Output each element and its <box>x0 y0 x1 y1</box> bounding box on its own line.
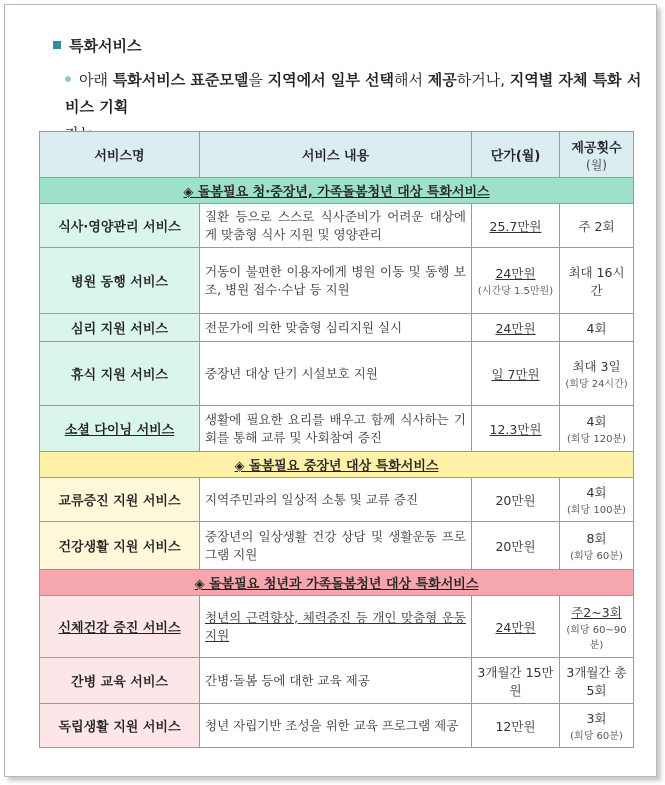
service-count <box>560 596 634 658</box>
price-text: 일 7만원 <box>491 366 540 382</box>
table-row <box>40 658 634 704</box>
count-text: 3회 <box>586 711 607 726</box>
price-text: 24만원 <box>495 320 536 336</box>
price-sub: (시간당 1.5만원) <box>477 286 554 297</box>
header-content: 서비스 내용 <box>200 132 472 178</box>
service-count: 4회 <box>560 314 634 342</box>
service-price: 20만원 <box>472 478 560 522</box>
table-row <box>40 704 634 748</box>
table-row <box>40 342 634 406</box>
service-desc: 거동이 불편한 이용자에게 병원 이동 및 동행 보조, 병원 접수·수납 등 지원 <box>200 248 472 314</box>
square-bullet-icon <box>53 41 61 49</box>
service-name-text: 소셜 다이닝 서비스 <box>64 423 175 438</box>
service-price <box>472 314 560 342</box>
service-table <box>39 131 634 748</box>
table-row <box>40 314 634 342</box>
count-text: 4회 <box>586 414 607 429</box>
category-title: ◈ 돌봄필요 청·중장년, 가족돌봄청년 대상 특화서비스 <box>183 185 490 200</box>
service-desc: 질환 등으로 스스로 식사준비가 어려운 대상에게 맞춤형 식사 지원 및 영양관리 <box>200 204 472 248</box>
header-name: 서비스명 <box>40 132 200 178</box>
service-name <box>40 596 200 658</box>
service-count: 주 2회 <box>560 204 634 248</box>
table-row <box>40 204 634 248</box>
header-count-text: 제공횟수 <box>571 140 622 156</box>
header-count <box>560 132 634 178</box>
circle-bullet-icon <box>65 76 71 82</box>
intro-text: 을 <box>248 71 268 89</box>
service-price <box>472 406 560 452</box>
category-row <box>40 178 634 204</box>
count-text: 8회 <box>586 531 607 546</box>
category-row <box>40 452 634 478</box>
count-text: 주2~3회 <box>571 604 622 620</box>
category-row <box>40 570 634 596</box>
intro-text: 하거나, <box>456 71 510 89</box>
service-name <box>40 406 200 452</box>
service-name-text: 신체건강 증진 서비스 <box>58 621 181 636</box>
service-count <box>560 478 634 522</box>
intro-text: 해서 <box>394 71 428 89</box>
service-name: 식사·영양관리 서비스 <box>40 204 200 248</box>
table-row <box>40 596 634 658</box>
count-text: 최대 3일 <box>572 359 621 374</box>
service-name: 간병 교육 서비스 <box>40 658 200 704</box>
intro-text: 아래 <box>79 71 113 89</box>
service-count: 3개월간 총 5회 <box>560 658 634 704</box>
service-name: 심리 지원 서비스 <box>40 314 200 342</box>
header-price: 단가(월) <box>472 132 560 178</box>
service-name: 휴식 지원 서비스 <box>40 342 200 406</box>
intro-bold: 지역에서 일부 선택 <box>267 71 395 89</box>
price-text: 24만원 <box>495 619 536 635</box>
intro-bold: 지역별 자체 특화 서비스 기획 <box>65 71 642 116</box>
service-price <box>472 204 560 248</box>
table-row <box>40 406 634 452</box>
section-title-text: 특화서비스 <box>69 37 142 55</box>
category-title: ◈ 돌봄필요 청년과 가족돌봄청년 대상 특화서비스 <box>194 577 479 592</box>
service-count <box>560 704 634 748</box>
table-row <box>40 522 634 570</box>
service-desc: 지역주민과의 일상적 소통 및 교류 증진 <box>200 478 472 522</box>
document-frame <box>4 4 657 777</box>
price-text: 12.3만원 <box>489 421 542 437</box>
count-sub: (회당 60분) <box>570 551 623 562</box>
price-text: 24만원 <box>495 266 536 281</box>
service-name: 교류증진 지원 서비스 <box>40 478 200 522</box>
intro-bold: 제공 <box>427 71 457 89</box>
count-text: 4회 <box>586 485 607 500</box>
service-desc: 생활에 필요한 요리를 배우고 함께 식사하는 기회를 통해 교류 및 사회참여 증진 <box>200 406 472 452</box>
table-header-row <box>40 132 634 178</box>
service-name: 건강생활 지원 서비스 <box>40 522 200 570</box>
service-count <box>560 406 634 452</box>
service-count: 최대 16시간 <box>560 248 634 314</box>
service-count <box>560 522 634 570</box>
count-sub: (회당 60~90분) <box>566 624 627 651</box>
intro-bold: 특화서비스 표준모델 <box>112 71 249 89</box>
service-desc: 전문가에 의한 맞춤형 심리지원 실시 <box>200 314 472 342</box>
service-price <box>472 248 560 314</box>
service-count <box>560 342 634 406</box>
count-sub: (회당 60분) <box>570 731 623 742</box>
service-desc-text: 청년의 근력향상, 체력증진 등 개인 맞춤형 운동 지원 <box>205 609 466 643</box>
service-desc: 중장년의 일상생활 건강 상담 및 생활운동 프로그램 지원 <box>200 522 472 570</box>
section-title <box>53 35 141 56</box>
service-name: 독립생활 지원 서비스 <box>40 704 200 748</box>
table-row <box>40 248 634 314</box>
service-name: 병원 동행 서비스 <box>40 248 200 314</box>
service-price <box>472 342 560 406</box>
header-count-sub: (월) <box>586 157 607 172</box>
service-price: 20만원 <box>472 522 560 570</box>
service-price <box>472 596 560 658</box>
service-price: 3개월간 15만원 <box>472 658 560 704</box>
table-row <box>40 478 634 522</box>
service-desc: 청년 자립기반 조성을 위한 교육 프로그램 제공 <box>200 704 472 748</box>
service-desc: 간병·돌봄 등에 대한 교육 제공 <box>200 658 472 704</box>
service-desc <box>200 596 472 658</box>
service-price: 12만원 <box>472 704 560 748</box>
count-sub: (회당 100분) <box>566 505 627 516</box>
category-title: ◈ 돌봄필요 중장년 대상 특화서비스 <box>234 459 439 474</box>
service-desc: 중장년 대상 단기 시설보호 지원 <box>200 342 472 406</box>
count-sub: (회당 24시간) <box>565 379 628 390</box>
price-text: 25.7만원 <box>489 218 542 234</box>
count-sub: (회당 120분) <box>566 434 627 445</box>
